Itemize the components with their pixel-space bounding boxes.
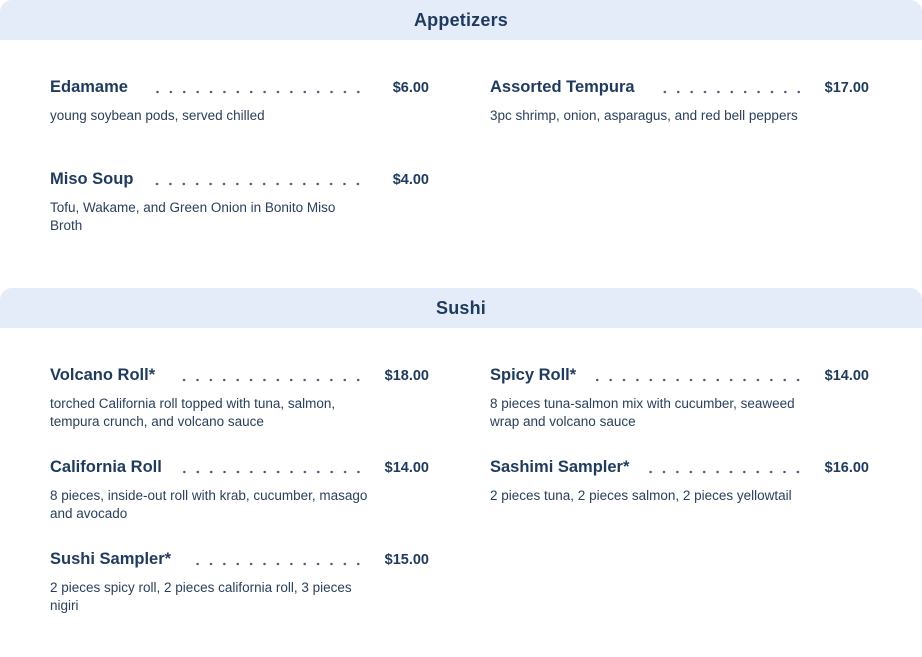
menu-item-california-roll xyxy=(50,458,429,550)
menu-item-sushi-sampler xyxy=(50,550,429,642)
item-price: $16.00 xyxy=(824,460,869,476)
item-description: 8 pieces, inside-out roll with krab, cucumber, masago and avocado xyxy=(50,488,368,521)
item-name: Miso Soup xyxy=(50,170,134,188)
item-name: Assorted Tempura xyxy=(490,78,635,96)
menu-item-sashimi-sampler xyxy=(490,458,869,550)
dot-leader xyxy=(146,90,365,94)
menu-item-spicy-roll xyxy=(490,366,869,458)
item-description: 2 pieces spicy roll, 2 pieces california roll, 3 pieces nigiri xyxy=(50,580,352,613)
item-name: Sashimi Sampler* xyxy=(490,458,630,476)
dot-leader xyxy=(151,182,365,186)
item-description: 3pc shrimp, onion, asparagus, and red bell peppers xyxy=(490,108,798,123)
item-price: $15.00 xyxy=(384,552,429,568)
item-name: Spicy Roll* xyxy=(490,366,577,384)
dot-leader xyxy=(594,378,805,382)
item-name: Sushi Sampler* xyxy=(50,550,172,568)
menu-item-volcano-roll xyxy=(50,366,429,458)
sushi-section xyxy=(0,288,922,642)
item-name: California Roll xyxy=(50,458,162,476)
item-price: $17.00 xyxy=(824,80,869,96)
menu-item-edamame xyxy=(50,78,429,170)
item-description: young soybean pods, served chilled xyxy=(50,108,265,123)
section-title: Sushi xyxy=(435,297,486,318)
item-description: 8 pieces tuna-salmon mix with cucumber, seaweed wrap and volcano sauce xyxy=(490,396,795,429)
appetizers-items xyxy=(0,40,922,262)
item-price: $14.00 xyxy=(384,460,429,476)
menu-item-assorted-tempura xyxy=(490,78,869,170)
sushi-items xyxy=(0,328,922,642)
item-price: $6.00 xyxy=(392,80,429,96)
dot-leader xyxy=(180,470,365,474)
dot-leader xyxy=(173,378,365,382)
section-title: Appetizers xyxy=(413,9,509,30)
appetizers-header xyxy=(0,0,922,40)
item-price: $4.00 xyxy=(392,172,429,188)
sushi-header xyxy=(0,288,922,328)
item-description: torched California roll topped with tuna, salmon, tempura crunch, and volcano sauce xyxy=(50,396,336,429)
dot-leader xyxy=(189,562,365,566)
item-name: Edamame xyxy=(50,78,128,96)
appetizers-section xyxy=(0,0,922,262)
item-price: $14.00 xyxy=(824,368,869,384)
item-description: 2 pieces tuna, 2 pieces salmon, 2 pieces yellowtail xyxy=(490,488,792,503)
item-name: Volcano Roll* xyxy=(50,366,156,384)
item-price: $18.00 xyxy=(384,368,429,384)
dot-leader xyxy=(647,470,805,474)
item-description: Tofu, Wakame, and Green Onion in Bonito Miso Broth xyxy=(50,200,336,233)
dot-leader xyxy=(653,90,805,94)
menu-item-miso-soup xyxy=(50,170,429,262)
